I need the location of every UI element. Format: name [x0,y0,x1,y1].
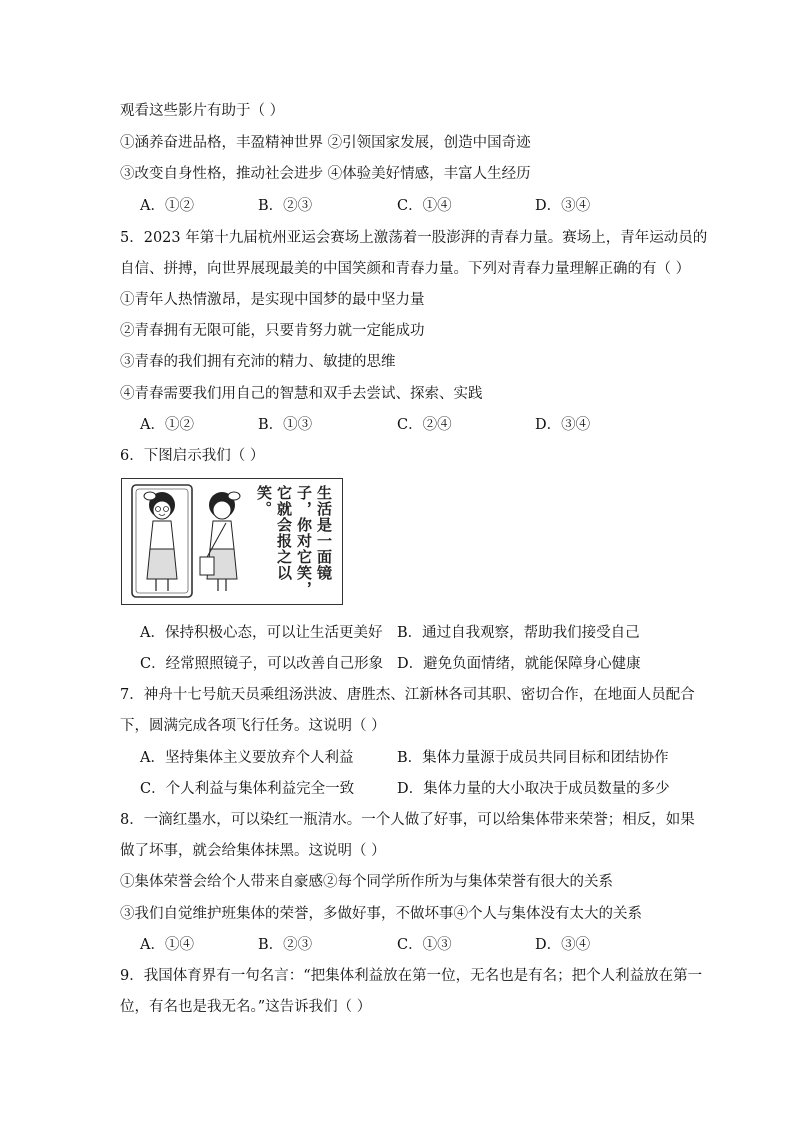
option-b: B．②③ [258,937,313,953]
statement-item: ②青春拥有无限可能，只要肯努力就一定能成功 [120,323,425,339]
question-7-stem: 下，圆满完成各项飞行任务。这说明（ ） [120,718,386,734]
statement-item: ③改变自身性格，推动社会进步 ④体验美好情感，丰富人生经历 [120,166,531,182]
cartoon-caption: 生活是一面镜子，你对它笑，它就会报之以笑。 [255,485,333,597]
question-stem: 观看这些影片有助于（ ） [120,103,285,119]
option-d: D．③④ [535,937,591,953]
question-8-stem: 做了坏事，就会给集体抹黑。这说明（ ） [120,843,386,859]
question-6-stem: 6．下图启示我们（ ） [120,448,265,464]
option-c: C．①④ [397,198,452,214]
option-c: C．个人利益与集体利益完全一致 [140,781,355,797]
option-a: A．坚持集体主义要放弃个人利益 [140,750,354,766]
option-a: A．①② [140,198,194,214]
question-8-stem: 8．一滴红墨水，可以染红一瓶清水。一个人做了好事，可以给集体带来荣誉；相反，如果 [120,812,695,828]
option-c: C．②④ [397,417,452,433]
question-9-stem: 9．我国体育界有一句名言：“把集体利益放在第一位，无名也是有名；把个人利益放在第一 [120,968,703,984]
statement-item: ③我们自觉维护班集体的荣誉，多做好事，不做坏事④个人与集体没有太大的关系 [120,906,642,922]
option-d: D．③④ [535,417,591,433]
statement-item: ①青年人热情激昂，是实现中国梦的最中坚力量 [120,292,425,308]
statement-item: ③青春的我们拥有充沛的精力、敏捷的思维 [120,354,396,370]
statement-item: ④青春需要我们用自己的智慧和双手去尝试、探索、实践 [120,386,483,402]
statement-item: ①涵养奋进品格，丰盈精神世界 ②引领国家发展，创造中国奇迹 [120,135,531,151]
option-a: A．①② [140,417,194,433]
mirror-cartoon [121,478,343,605]
option-c: C．经常照照镜子，可以改善自己形象 [140,656,384,672]
option-d: D．集体力量的大小取决于成员数量的多少 [397,781,670,797]
option-d: D．③④ [535,198,591,214]
question-7-stem: 7．神舟十七号航天员乘组汤洪波、唐胜杰、江新林各司其职、密切合作，在地面人员配合 [120,687,695,703]
question-9-stem: 位，有名也是我无名。”这告诉我们（ ） [120,999,372,1015]
option-b: B．①③ [258,417,313,433]
question-5-stem: 5．2023 年第十九届杭州亚运会赛场上激荡着一股澎湃的青春力量。赛场上，青年运动员的 [120,230,708,246]
statement-item: ①集体荣誉会给个人带来自豪感②每个同学所作所为与集体荣誉有很大的关系 [120,874,613,890]
option-b: B．②③ [258,198,313,214]
option-a: A．保持积极心态，可以让生活更美好 [140,625,383,641]
option-b: B．集体力量源于成员共同目标和团结协作 [397,750,669,766]
option-a: A．①④ [140,937,194,953]
option-d: D．避免负面情绪，就能保障身心健康 [397,656,641,672]
option-c: C．①③ [397,937,452,953]
option-b: B．通过自我观察，帮助我们接受自己 [397,625,640,641]
question-5-stem: 自信、拼搏，向世界展现最美的中国笑颜和青春力量。下列对青春力量理解正确的有（ ） [120,261,691,277]
